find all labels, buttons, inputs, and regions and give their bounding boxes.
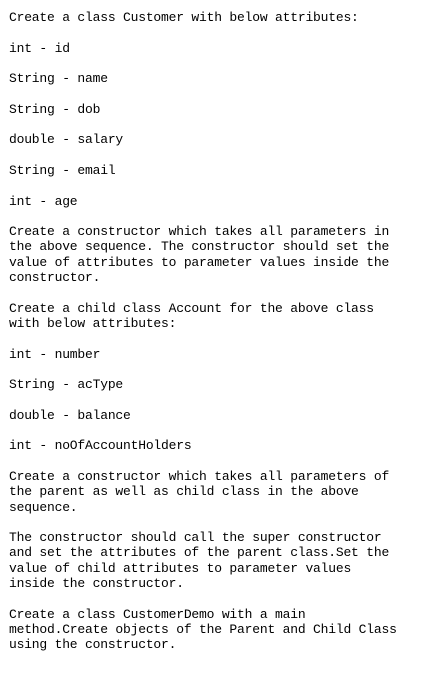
customer-attribute-dob: String - dob [9, 101, 101, 117]
demo-line: Create a class CustomerDemo with a main [9, 606, 306, 622]
child-class-line: with below attributes: [9, 315, 177, 331]
child-constructor-paragraph [9, 469, 436, 515]
constructor-line: value of attributes to parameter values inside the [9, 254, 390, 270]
super-constructor-paragraph [9, 530, 436, 591]
demo-line: method.Create objects of the Parent and Child Class [9, 621, 397, 637]
constructor-line: Create a constructor which takes all parameters in [9, 224, 390, 240]
constructor-line: the above sequence. The constructor should set the [9, 239, 390, 255]
super-constructor-line: The constructor should call the super constructor [9, 530, 382, 546]
customer-attribute-salary: double - salary [9, 132, 124, 148]
super-constructor-line: value of child attributes to parameter values [9, 560, 352, 576]
constructor-line: constructor. [9, 270, 101, 286]
customer-attribute-id: int - id [9, 40, 70, 56]
intro-text: Create a class Customer with below attributes: [9, 10, 359, 25]
customer-attribute-email: String - email [9, 162, 116, 178]
child-class-paragraph [9, 301, 436, 332]
child-constructor-line: Create a constructor which takes all parameters of [9, 468, 390, 484]
child-class-line: Create a child class Account for the above class [9, 300, 374, 316]
constructor-paragraph [9, 224, 436, 285]
demo-line: using the constructor. [9, 637, 177, 653]
child-constructor-line: the parent as well as child class in the above [9, 484, 359, 500]
customer-attribute-name: String - name [9, 71, 108, 87]
customer-attribute-age: int - age [9, 193, 78, 209]
super-constructor-line: inside the constructor. [9, 575, 184, 591]
account-attribute-holders: int - noOfAccountHolders [9, 438, 192, 454]
account-attribute-actype: String - acType [9, 377, 124, 393]
account-attribute-balance: double - balance [9, 407, 131, 423]
account-attribute-number: int - number [9, 346, 101, 362]
super-constructor-line: and set the attributes of the parent class.Set the [9, 545, 390, 561]
demo-paragraph [9, 607, 436, 653]
child-constructor-line: sequence. [9, 499, 78, 515]
